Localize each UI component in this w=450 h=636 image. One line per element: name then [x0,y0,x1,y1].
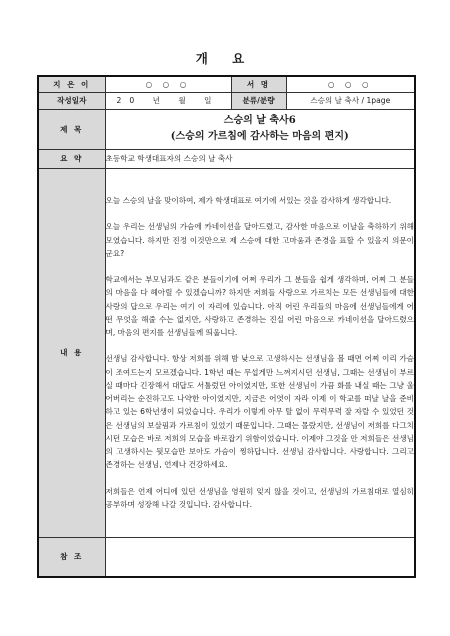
content-body [105,168,415,537]
document-title: 개 요 [195,51,255,66]
content-paragraph: 학교에서는 부모님과도 같은 분들이기에 어쩌 우리가 그 분들을 쉽게 생각하며, 어찌 그 분들의 마음을 다 헤아릴 수 있겠습니까? 하지만 저희들 사랑으로 가르치는 모든 선생님들에 대한 사랑의 답으로 우리는 여기 이 자리에 있습니다. 아직 어린 우리들의 마음에 선생님들에게 어떤 무엇을 해줄 수는 없지만, 사랑하고 존경하는 진실 어린 마음으로 카네이션을 달아드렸으며, 마음의 편지를 선생님들께 띄웁니다. [105,275,414,338]
content-paragraph: 선생님 감사합니다. 항상 저희를 위해 밤 낮으로 고생하시는 선생님을 볼 때면 어찌 이리 가슴이 조여드는지 모르겠습니다. 1학년 때는 무섭게만 느껴지시던 선생님, 그때는 선생님이 부르실 때마다 긴장해서 대답도 서툴렀던 아이였지만, 또한 선생님이 가끔 화를 내실 때는 그냥 울어버리는 순진하고도 나약한 아이였지만, 지금은 어엿이 자라 이제 이 학교를 떠날 날을 준비하고 있는 6학년생이 되었습니다. 우리가 이렇게 아무 탈 없이 무럭무럭 잘 자랄 수 있었던 것은 선생님의 보살핌과 가르침이 있었기 때문입니다. 그때는 몰랐지만, 선생님이 저희를 다그치시던 모습은 바로 저희의 모습을 바로잡기 위함이었습니다. 이제야 그것을 안 저희들은 선생님의 고생하시는 뒷모습만 보아도 가슴이 찡하답니다. 선생님 감사합니다. 사랑합니다. 그리고 존경하는 선생님, 언제나 건강하세요. [105,354,414,470]
reference-value [105,537,415,577]
author-label: 지 은 이 [38,76,105,92]
subject-sub: (스승의 가르침에 감사하는 마음의 편지) [170,131,349,142]
category-value: 스승의 날 축사 / 1page [286,92,415,109]
content-paragraph: 저희들은 언제 어디에 있던 선생님을 영원히 잊지 않을 것이고, 선생님의 가르침대로 열심히 공부하며 성장해 나갈 것입니다. 감사합니다. [105,486,414,509]
subject-label: 제 목 [38,109,105,149]
date-label: 작성일자 [38,92,105,109]
content-paragraph: 오늘 스승의 날을 맞이하여, 제가 학생대표로 여기에 서있는 것을 감사하게 생각합니다. [105,196,392,206]
content-paragraph: 오늘 우리는 선생님의 가슴에 카네이션을 달아드렸고, 감사한 마음으로 이날을 축하하기 위해 모였습니다. 하지만 진정 이것만으로 제 스승에 대한 고마움과 존경을 표할 수 있을지 의문이군요? [105,222,414,258]
summary-label: 요 약 [38,149,105,168]
subject-main: 스승의 날 축사6 [223,115,296,126]
summary-value: 초등학교 학생대표자의 스승의 날 축사 [105,149,415,168]
content-label: 내 용 [38,168,105,537]
category-label: 분류/분량 [231,92,286,109]
date-value: 20 년 월 일 [105,92,231,109]
summary-sheet [37,75,416,578]
author-value: ○ ○ ○ [105,76,231,92]
signature-label: 서 명 [231,76,286,92]
signature-value: ○ ○ ○ [286,76,415,92]
reference-label: 참 조 [38,537,105,577]
subject-cell [105,109,415,149]
